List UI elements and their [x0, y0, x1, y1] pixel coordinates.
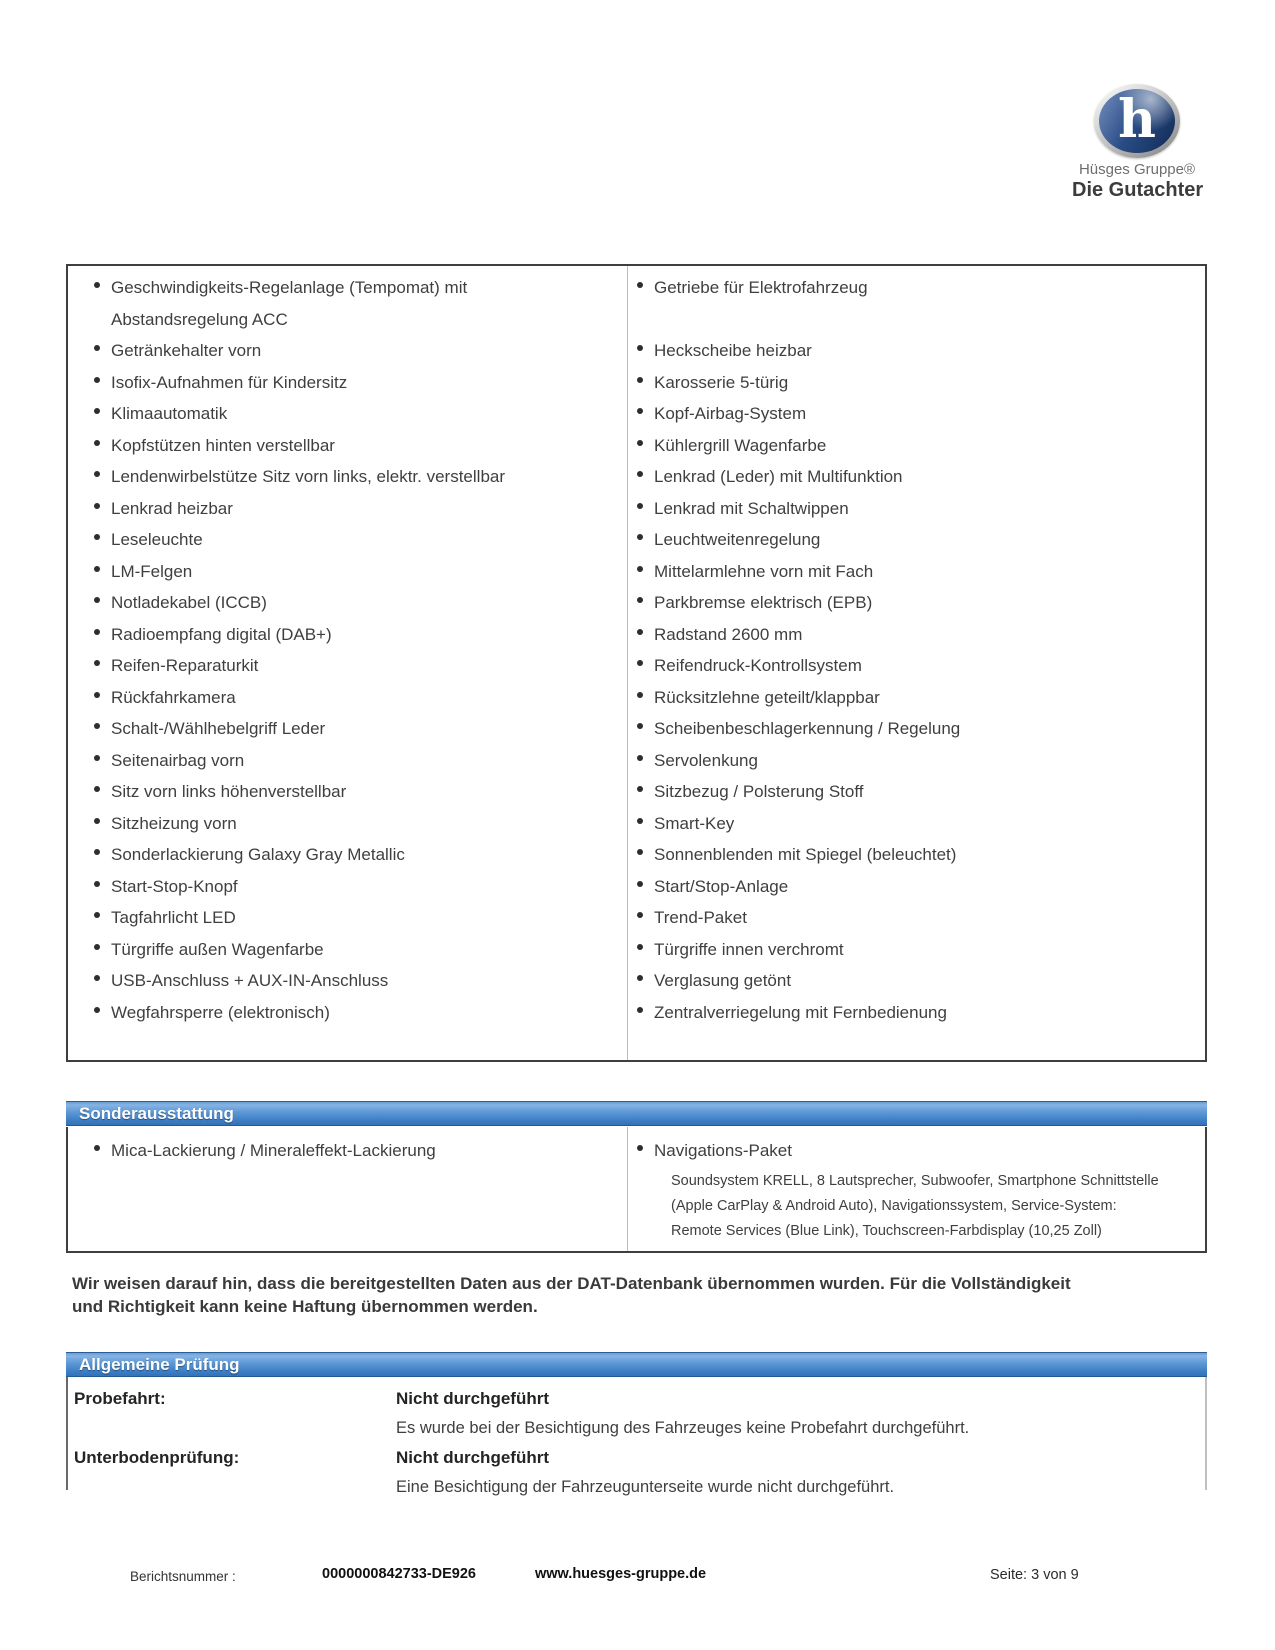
equipment-item-left: [68, 871, 627, 903]
bullet-icon: [94, 818, 100, 824]
pruefung-label: Unterbodenprüfung:: [74, 1448, 240, 1467]
bullet-icon: [637, 975, 643, 981]
equipment-item-label: Getriebe für Elektrofahrzeug: [654, 278, 868, 297]
bullet-icon: [637, 660, 643, 666]
bullet-icon: [94, 377, 100, 383]
equipment-item-label: Getränkehalter vorn: [111, 341, 262, 360]
bullet-icon: [94, 660, 100, 666]
equipment-item-label: Rückfahrkamera: [111, 687, 236, 707]
equipment-item-left: [68, 839, 627, 871]
equipment-row: [68, 839, 1205, 871]
pruefung-row: [68, 1443, 1205, 1502]
bullet-icon: [637, 440, 643, 446]
equipment-row: [68, 524, 1205, 556]
equipment-row: [68, 745, 1205, 777]
equipment-item-label: Wegfahrsperre (elektronisch): [111, 1002, 330, 1022]
equipment-item-right: [627, 682, 1205, 714]
sonder-item-title: Navigations-Paket: [654, 1141, 792, 1160]
sonder-detail-line: (Apple CarPlay & Android Auto), Navigationssystem, Service-System:: [671, 1197, 1117, 1214]
bullet-icon: [94, 408, 100, 414]
equipment-item-label: Sitz vorn links höhenverstellbar: [111, 782, 347, 801]
disclaimer-line: und Richtigkeit kann keine Haftung übernommen werden.: [72, 1297, 538, 1316]
page-footer: [0, 1566, 1275, 1586]
logo-tagline: Die Gutachter: [1072, 179, 1204, 201]
equipment-item-right: [627, 619, 1205, 651]
equipment-row: [68, 682, 1205, 714]
equipment-item-right: [627, 367, 1205, 399]
pruefung-note: Es wurde bei der Besichtigung des Fahrzeuges keine Probefahrt durchgeführt.: [396, 1419, 970, 1437]
equipment-row: [68, 808, 1205, 840]
equipment-item-left: [68, 367, 627, 399]
equipment-item-label: Lenkrad (Leder) mit Multifunktion: [654, 467, 903, 486]
equipment-item-label: Sitzheizung vorn: [111, 813, 237, 833]
equipment-row: [68, 776, 1205, 808]
pruefung-result: Nicht durchgeführt: [396, 1389, 549, 1408]
equipment-row: [68, 997, 1205, 1029]
bullet-icon: [94, 440, 100, 446]
equipment-item-right: [627, 587, 1205, 619]
sonder-item-label: [654, 1135, 1195, 1244]
allgemeine-pruefung-header-bar: [66, 1352, 1207, 1377]
equipment-item-right: [627, 776, 1205, 808]
sonderausstattung-box: [66, 1127, 1207, 1253]
equipment-item-left: [68, 524, 627, 556]
dat-disclaimer: [72, 1272, 1162, 1318]
equipment-item-right: [627, 524, 1205, 556]
equipment-list-box: [66, 264, 1207, 1062]
equipment-item-label: LM-Felgen: [111, 561, 193, 581]
bullet-icon: [637, 849, 643, 855]
equipment-item-left: [68, 965, 627, 997]
equipment-item-right: [627, 997, 1205, 1029]
equipment-item-label: Parkbremse elektrisch (EPB): [654, 593, 873, 612]
logo-inner-ellipse: [1099, 89, 1175, 153]
pruefung-row: [68, 1384, 1205, 1443]
sonder-item-details: [671, 1169, 1195, 1244]
equipment-item-right: [627, 430, 1205, 462]
equipment-item-left: [68, 934, 627, 966]
bullet-icon: [94, 597, 100, 603]
equipment-item-right: [627, 335, 1205, 367]
equipment-row: [68, 461, 1205, 493]
equipment-row: [68, 619, 1205, 651]
bullet-icon: [637, 755, 643, 761]
equipment-item-right: [627, 871, 1205, 903]
equipment-row: [68, 713, 1205, 745]
equipment-item-label: Radioempfang digital (DAB+): [111, 624, 332, 644]
equipment-item-left: [68, 776, 627, 808]
bullet-icon: [94, 629, 100, 635]
bullet-icon: [637, 881, 643, 887]
pruefung-note: Eine Besichtigung der Fahrzeugunterseite wurde nicht durchgeführt.: [396, 1478, 895, 1496]
equipment-item-right: [627, 745, 1205, 777]
bullet-icon: [94, 692, 100, 698]
equipment-item-label: Scheibenbeschlagerkennung / Regelung: [654, 719, 961, 738]
bullet-icon: [637, 377, 643, 383]
sonder-detail-line: Remote Services (Blue Link), Touchscreen-Farbdisplay (10,25 Zoll): [671, 1222, 1102, 1239]
equipment-item-label: Kopfstützen hinten verstellbar: [111, 435, 335, 455]
equipment-item-left: [68, 461, 627, 493]
bullet-icon: [94, 1145, 100, 1151]
equipment-item-left: [68, 430, 627, 462]
bullet-icon: [94, 849, 100, 855]
equipment-item-right: [627, 713, 1205, 745]
equipment-item-label: Lenkrad mit Schaltwippen: [654, 498, 849, 518]
bullet-icon: [94, 282, 100, 288]
bullet-icon: [94, 755, 100, 761]
equipment-row: [68, 398, 1205, 430]
column-divider: [627, 1127, 628, 1251]
bullet-icon: [637, 408, 643, 414]
bullet-icon: [637, 629, 643, 635]
equipment-item-right: [627, 934, 1205, 966]
bullet-icon: [94, 534, 100, 540]
equipment-item-label: Türgriffe innen verchromt: [654, 939, 844, 959]
bullet-icon: [94, 975, 100, 981]
sonder-item-right: [627, 1135, 1205, 1244]
bullet-icon: [637, 1145, 643, 1151]
equipment-item-right: [627, 398, 1205, 430]
equipment-item-label: Mittelarmlehne vorn mit Fach: [654, 561, 874, 581]
equipment-item-label: Sonnenblenden mit Spiegel (beleuchtet): [654, 845, 957, 864]
equipment-item-right: [627, 808, 1205, 840]
equipment-item-left: [68, 619, 627, 651]
equipment-item-label: Heckscheibe heizbar: [654, 341, 812, 360]
bullet-icon: [94, 786, 100, 792]
equipment-item-label: Lenkrad heizbar: [111, 498, 233, 518]
equipment-item-label: Schalt-/Wählhebelgriff Leder: [111, 719, 326, 738]
bullet-icon: [94, 881, 100, 887]
equipment-item-label: Seitenairbag vorn: [111, 750, 245, 770]
equipment-item-label: Isofix-Aufnahmen für Kindersitz: [111, 372, 348, 392]
equipment-item-left: [68, 650, 627, 682]
equipment-row: [68, 556, 1205, 588]
equipment-item-left: [68, 997, 627, 1029]
equipment-item-right: [627, 272, 1205, 304]
sonder-detail-line: Soundsystem KRELL, 8 Lautsprecher, Subwoofer, Smartphone Schnittstelle: [671, 1172, 1159, 1189]
equipment-item-label: Smart-Key: [654, 813, 735, 833]
equipment-item-left: [68, 902, 627, 934]
sonderausstattung-row: [68, 1135, 1205, 1244]
bullet-icon: [637, 345, 643, 351]
bullet-icon: [637, 503, 643, 509]
bullet-icon: [94, 471, 100, 477]
equipment-item-label: Karosserie 5-türig: [654, 372, 789, 392]
equipment-row: [68, 934, 1205, 966]
equipment-item-left: [68, 745, 627, 777]
logo-h-letter: h: [1118, 89, 1156, 150]
bullet-icon: [94, 944, 100, 950]
equipment-item-right: [627, 650, 1205, 682]
equipment-row: [68, 335, 1205, 367]
bullet-icon: [637, 282, 643, 288]
equipment-item-label: Sonderlackierung Galaxy Gray Metallic: [111, 845, 405, 864]
equipment-row: [68, 902, 1205, 934]
allgemeine-pruefung-box: [66, 1377, 1207, 1496]
pruefung-label: Probefahrt:: [74, 1389, 166, 1408]
bullet-icon: [94, 723, 100, 729]
sonderausstattung-title: Sonderausstattung: [79, 1104, 234, 1123]
column-divider: [627, 266, 628, 1060]
sonder-item-label: Mica-Lackierung / Mineraleffekt-Lackierung: [111, 1141, 436, 1160]
equipment-item-label: Start-Stop-Knopf: [111, 876, 238, 896]
equipment-item-right: [627, 461, 1205, 493]
equipment-row: [68, 650, 1205, 682]
equipment-item-right: [627, 965, 1205, 997]
equipment-row: [68, 272, 1205, 335]
equipment-item-left: [68, 272, 627, 335]
bullet-icon: [94, 503, 100, 509]
equipment-item-label: Radstand 2600 mm: [654, 624, 803, 644]
equipment-row: [68, 965, 1205, 997]
report-number-value: 0000000842733-DE926: [322, 1566, 476, 1582]
equipment-item-left: [68, 713, 627, 745]
equipment-item-left: [68, 335, 627, 367]
disclaimer-line: Wir weisen darauf hin, dass die bereitgestellten Daten aus der DAT-Datenbank übernommen wurden. Für die Vollständigkeit: [72, 1274, 1071, 1293]
equipment-item-label: Tagfahrlicht LED: [111, 908, 236, 927]
pruefung-result: Nicht durchgeführt: [396, 1448, 549, 1467]
equipment-item-label: Start/Stop-Anlage: [654, 876, 789, 896]
equipment-item-left: [68, 587, 627, 619]
bullet-icon: [637, 566, 643, 572]
equipment-item-label: Trend-Paket: [654, 908, 747, 927]
equipment-item-right: [627, 556, 1205, 588]
equipment-item-label: Kopf-Airbag-System: [654, 404, 807, 423]
equipment-item-left: [68, 808, 627, 840]
equipment-item-label: Leseleuchte: [111, 530, 203, 549]
equipment-row: [68, 367, 1205, 399]
allgemeine-pruefung-title: Allgemeine Prüfung: [79, 1355, 240, 1374]
bullet-icon: [637, 1007, 643, 1013]
equipment-item-left: [68, 398, 627, 430]
equipment-item-label: Servolenkung: [654, 750, 758, 770]
equipment-item-label: Kühlergrill Wagenfarbe: [654, 435, 827, 455]
equipment-item-right: [627, 839, 1205, 871]
equipment-item-label: Geschwindigkeits-Regelanlage (Tempomat) mit Abstandsregelung ACC: [111, 278, 468, 329]
bullet-icon: [637, 534, 643, 540]
report-number-label: Berichtsnummer :: [130, 1569, 236, 1584]
equipment-item-left: [68, 493, 627, 525]
bullet-icon: [637, 597, 643, 603]
bullet-icon: [94, 912, 100, 918]
logo-ellipse-icon: [1094, 84, 1180, 158]
equipment-row: [68, 430, 1205, 462]
bullet-icon: [637, 723, 643, 729]
bullet-icon: [637, 786, 643, 792]
bullet-icon: [637, 818, 643, 824]
equipment-row: [68, 587, 1205, 619]
equipment-item-label: Verglasung getönt: [654, 971, 792, 990]
equipment-item-label: Reifen-Reparaturkit: [111, 656, 259, 675]
logo-brand-name: Hüsges Gruppe®: [1078, 161, 1196, 178]
equipment-item-label: Türgriffe außen Wagenfarbe: [111, 939, 324, 959]
company-logo: [1072, 84, 1202, 202]
equipment-item-label: Notladekabel (ICCB): [111, 593, 267, 612]
sonder-item-left: [68, 1135, 627, 1167]
sonderausstattung-header-bar: [66, 1101, 1207, 1126]
bullet-icon: [637, 912, 643, 918]
equipment-row: [68, 493, 1205, 525]
bullet-icon: [94, 345, 100, 351]
equipment-item-label: Klimaautomatik: [111, 404, 228, 423]
equipment-item-left: [68, 556, 627, 588]
page-indicator: Seite: 3 von 9: [990, 1567, 1079, 1583]
equipment-item-label: Rücksitzlehne geteilt/klappbar: [654, 687, 880, 707]
equipment-item-label: Zentralverriegelung mit Fernbedienung: [654, 1002, 947, 1022]
bullet-icon: [637, 692, 643, 698]
company-website: www.huesges-gruppe.de: [535, 1566, 707, 1582]
equipment-item-label: Leuchtweitenregelung: [654, 530, 821, 549]
equipment-item-left: [68, 682, 627, 714]
bullet-icon: [94, 566, 100, 572]
bullet-icon: [637, 944, 643, 950]
equipment-item-label: USB-Anschluss + AUX-IN-Anschluss: [111, 971, 389, 990]
equipment-item-label: Reifendruck-Kontrollsystem: [654, 656, 862, 675]
bullet-icon: [637, 471, 643, 477]
equipment-row: [68, 871, 1205, 903]
equipment-item-right: [627, 902, 1205, 934]
equipment-item-label: Lendenwirbelstütze Sitz vorn links, elektr. verstellbar: [111, 467, 506, 486]
bullet-icon: [94, 1007, 100, 1013]
equipment-item-right: [627, 493, 1205, 525]
equipment-item-label: Sitzbezug / Polsterung Stoff: [654, 782, 864, 801]
